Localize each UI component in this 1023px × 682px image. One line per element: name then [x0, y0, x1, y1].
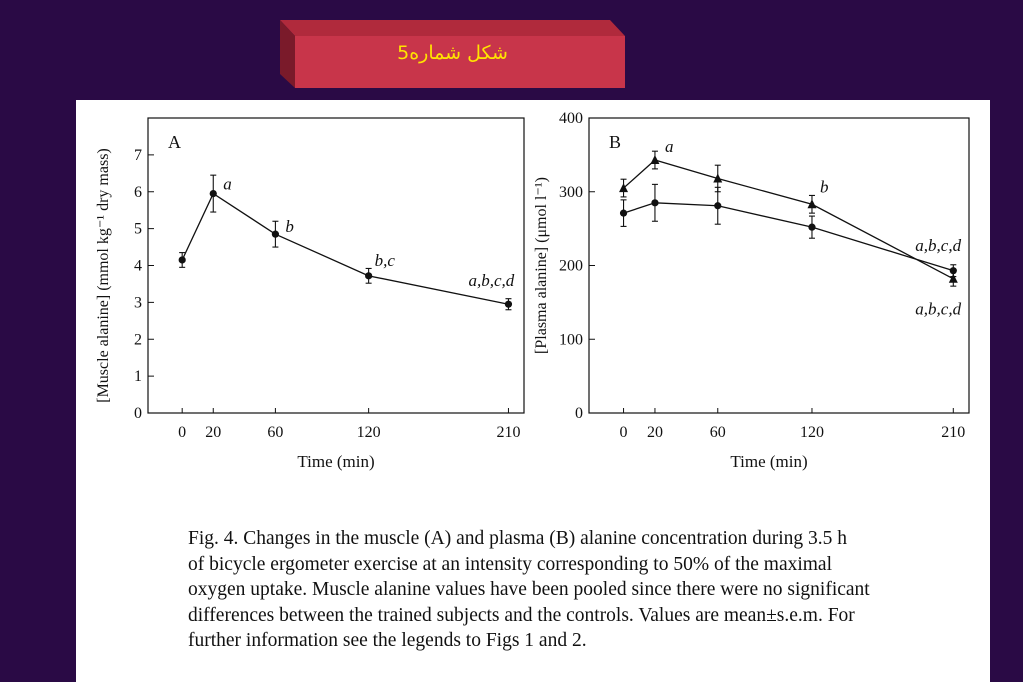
caption-line: differences between the trained subjects and the controls. Values are mean±s.e.m. For	[188, 604, 855, 626]
y-tick-label: 1	[134, 368, 142, 386]
y-tick-label: 6	[134, 183, 142, 201]
y-tick-label: 4	[134, 257, 142, 275]
x-tick-label: 0	[178, 424, 187, 441]
series-line	[182, 194, 508, 305]
figure-charts	[76, 100, 990, 520]
panel-label: A	[168, 132, 181, 152]
y-tick-label: 5	[134, 220, 142, 238]
data-point	[808, 224, 815, 231]
significance-label: a	[664, 137, 674, 157]
figure-page	[76, 100, 990, 682]
y-tick-label: 2	[134, 331, 142, 349]
series-line	[624, 203, 954, 271]
significance-label: b,c	[374, 250, 395, 270]
caption-line: oxygen uptake. Muscle alanine values have been pooled since there were no significant	[188, 579, 870, 600]
x-tick-label: 210	[941, 424, 966, 441]
x-axis-label: Time (min)	[730, 452, 808, 471]
y-tick-label: 0	[575, 405, 583, 422]
caption-line: of bicycle ergometer exercise at an intensity corresponding to 50% of the maximal	[188, 553, 833, 575]
data-point	[179, 256, 186, 263]
plot-frame	[148, 118, 524, 413]
y-tick-label: 100	[559, 331, 583, 349]
y-axis-label: [Plasma alanine] (μmol l⁻¹)	[533, 177, 550, 354]
y-tick-label: 0	[134, 405, 142, 422]
title-banner	[280, 18, 625, 88]
significance-label: b	[285, 217, 294, 237]
data-point	[365, 272, 372, 279]
y-tick-label: 300	[559, 183, 583, 201]
x-tick-label: 20	[646, 424, 663, 441]
significance-label: a,b,c,d	[915, 235, 962, 255]
x-tick-label: 120	[799, 424, 824, 441]
caption-line: further information see the legends to Figs 1 and 2.	[188, 630, 587, 651]
data-point	[650, 155, 659, 164]
x-tick-label: 20	[205, 424, 222, 441]
x-tick-label: 210	[496, 424, 521, 441]
data-point	[950, 267, 957, 274]
x-tick-label: 60	[709, 424, 726, 441]
data-point	[714, 202, 721, 209]
series-line	[624, 160, 954, 279]
x-tick-label: 0	[619, 424, 628, 441]
banner-title: شکل شماره5	[397, 42, 508, 64]
data-point	[272, 231, 279, 238]
figure-caption	[188, 526, 888, 654]
significance-label: a	[223, 174, 232, 194]
caption-line: Fig. 4. Changes in the muscle (A) and plasma (B) alanine concentration during 3.5 h	[188, 528, 848, 549]
plot-frame	[589, 118, 969, 413]
data-point	[651, 199, 658, 206]
data-point	[620, 210, 627, 217]
y-tick-label: 3	[134, 294, 142, 312]
y-tick-label: 400	[559, 110, 583, 127]
x-axis-label: Time (min)	[297, 452, 375, 471]
data-point	[210, 190, 217, 197]
y-tick-label: 7	[134, 146, 142, 164]
x-tick-label: 120	[356, 424, 381, 441]
x-tick-label: 60	[267, 424, 284, 441]
y-tick-label: 200	[559, 257, 583, 275]
significance-label: b	[819, 177, 829, 197]
panel-label: B	[609, 132, 622, 152]
y-axis-label: [Muscle alanine] (mmol kg⁻¹ dry mass)	[95, 148, 112, 403]
data-point	[505, 301, 512, 308]
significance-label: a,b,c,d	[915, 299, 962, 319]
significance-label: a,b,c,d	[468, 271, 515, 291]
